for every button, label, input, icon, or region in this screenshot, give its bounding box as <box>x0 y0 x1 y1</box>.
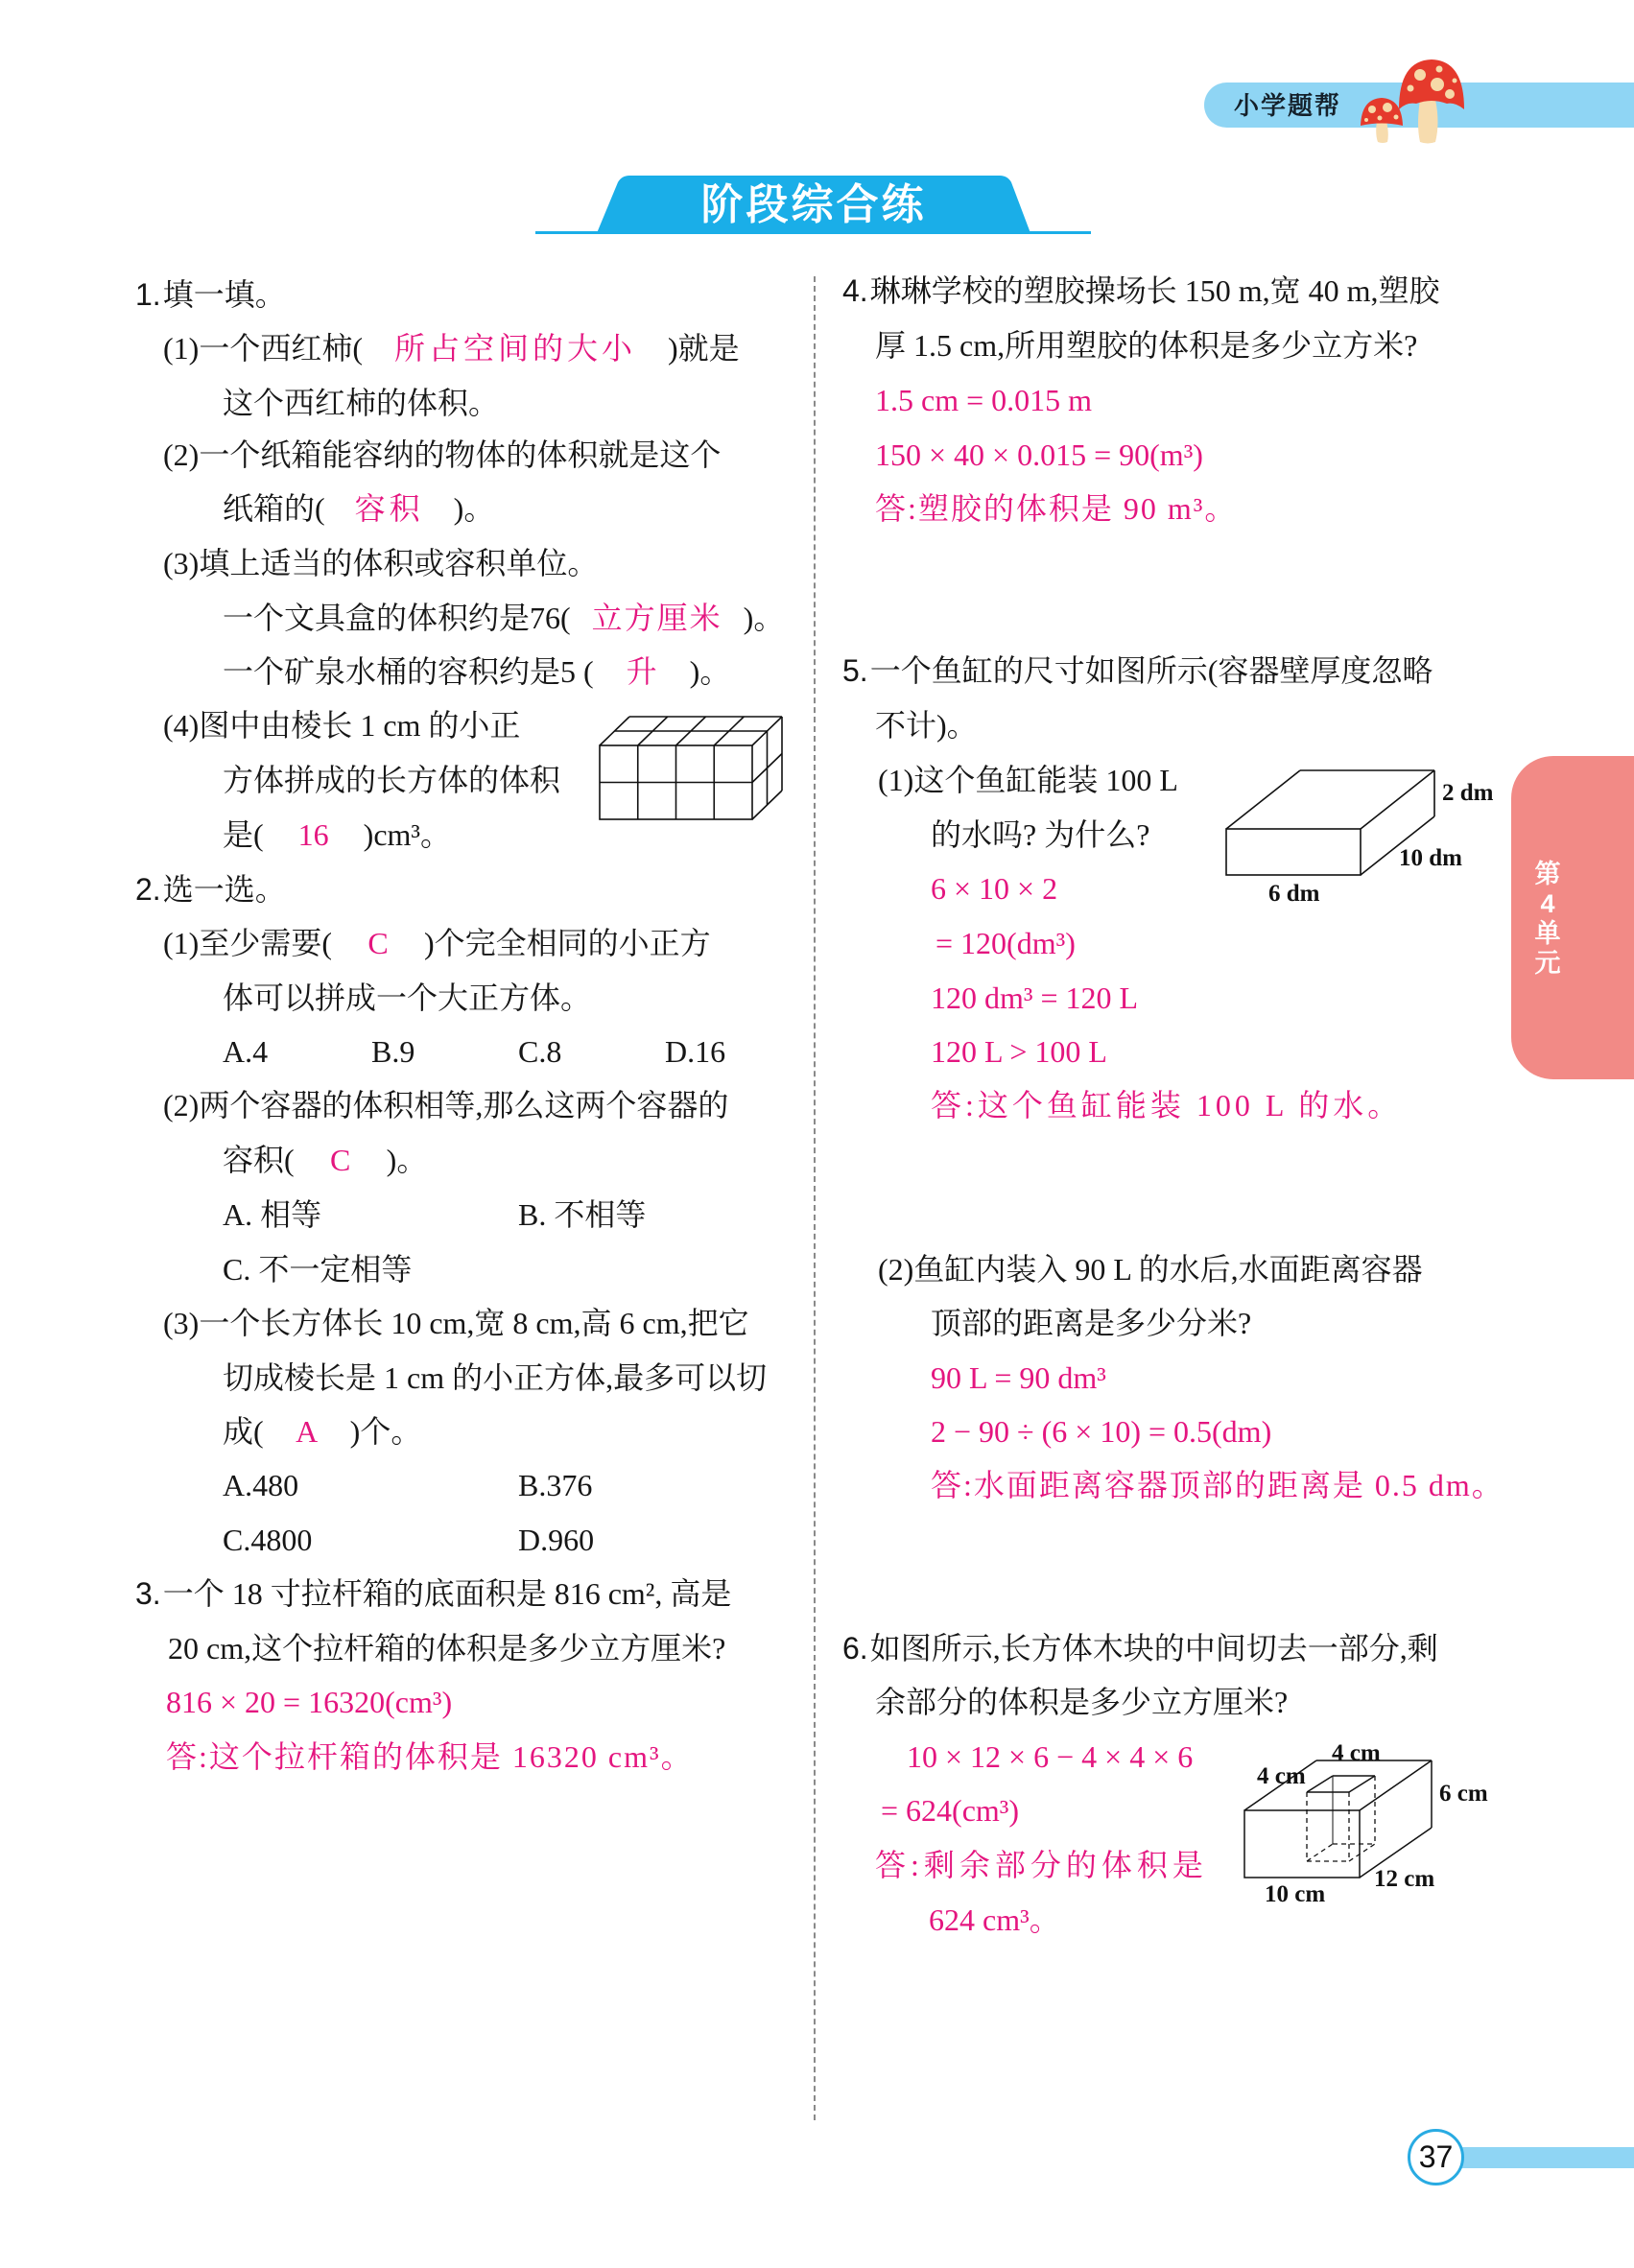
q3-line1 <box>135 1574 731 1613</box>
option-b: B.9 <box>371 1034 415 1069</box>
q1-part4-line3 <box>223 815 451 854</box>
option-c: C.8 <box>518 1034 562 1069</box>
option-c: C.4800 <box>223 1523 313 1557</box>
question-title: 填一填。 <box>162 277 286 312</box>
page-title: 阶段综合练 <box>700 181 927 228</box>
tank-length-label: 6 dm <box>1268 881 1320 907</box>
question-text: 至少需要( <box>199 926 332 960</box>
unit-cube-cuboid-figure <box>595 710 787 825</box>
q5-part2-answer: 答:水面距离容器顶部的距离是 0.5 dm。 <box>931 1468 1504 1502</box>
unit-tab-char: 4 <box>1540 889 1555 918</box>
q4-line1 <box>842 272 1439 310</box>
block-width-label: 12 cm <box>1374 1866 1435 1892</box>
q5-part1-solution-step3: 120 dm³ = 120 L <box>931 980 1139 1015</box>
question-number: 3. <box>135 1576 161 1611</box>
question-text: )。 <box>453 491 495 526</box>
option-a: A.480 <box>223 1468 299 1502</box>
question-number: 1. <box>135 277 161 312</box>
q6-line2: 余部分的体积是多少立方厘米? <box>875 1685 1289 1719</box>
question-text: )就是 <box>667 331 740 366</box>
q2-heading <box>135 870 286 909</box>
option-a: A. 相等 <box>223 1197 322 1232</box>
answer-blank: 所占空间的大小 <box>393 331 636 366</box>
question-text: 一个鱼缸的尺寸如图所示(容器壁厚度忽略 <box>869 653 1433 688</box>
question-text: )。 <box>386 1143 428 1177</box>
question-text: )。 <box>689 654 731 689</box>
question-text: 填上适当的体积或容积单位。 <box>199 546 599 580</box>
question-text: 一个文具盒的体积约是76( <box>223 601 571 635</box>
page-number-bar <box>1458 2147 1634 2168</box>
block-length-label: 10 cm <box>1265 1881 1326 1907</box>
question-text: 成( <box>223 1414 264 1449</box>
q5-part1-solution-step2: = 120(dm³) <box>935 926 1076 960</box>
q2-part2-line2 <box>223 1141 427 1179</box>
part-label: (3) <box>163 546 200 580</box>
question-text: 琳琳学校的塑胶操场长 150 m,宽 40 m,塑胶 <box>869 273 1440 308</box>
option-c: C. 不一定相等 <box>223 1252 413 1287</box>
q5-part2-line2: 顶部的距离是多少分米? <box>931 1306 1252 1340</box>
part-label: (2) <box>878 1252 914 1287</box>
question-text: )个。 <box>349 1414 422 1449</box>
question-text: 一个矿泉水桶的容积约是5 ( <box>223 654 594 689</box>
answer-blank: 立方厘米 <box>591 601 722 635</box>
answer-blank: C <box>330 1143 351 1177</box>
question-text: 一个 18 寸拉杆箱的底面积是 816 cm², 高是 <box>162 1576 732 1611</box>
q3-solution: 816 × 20 = 16320(cm³) <box>166 1685 453 1719</box>
q1-part4-line1 <box>163 706 520 744</box>
question-text: 是( <box>223 817 264 852</box>
q6-line1 <box>842 1629 1438 1667</box>
q6-solution-step1: 10 × 12 × 6 − 4 × 4 × 6 <box>907 1739 1194 1774</box>
option-d: D.960 <box>518 1523 595 1557</box>
question-text: 这个鱼缸能装 100 L <box>913 763 1178 797</box>
q3-answer: 答:这个拉杆箱的体积是 16320 cm³。 <box>166 1739 694 1774</box>
q2-part1-line2: 体可以拼成一个大正方体。 <box>223 980 592 1015</box>
q5-part1-line1 <box>878 761 1178 799</box>
q3-line2: 20 cm,这个拉杆箱的体积是多少立方厘米? <box>168 1631 726 1666</box>
question-number: 4. <box>842 273 868 308</box>
q1-part3-item1 <box>223 599 784 637</box>
answer-blank: 16 <box>297 817 329 852</box>
q6-solution-step2: = 624(cm³) <box>881 1793 1020 1828</box>
option-b: B. 不相等 <box>518 1197 647 1232</box>
large-mushroom-icon <box>1397 58 1466 144</box>
unit-tab <box>1511 756 1634 1079</box>
question-text: 容积( <box>223 1143 295 1177</box>
q5-line1 <box>842 651 1433 690</box>
q1-part3-item2 <box>223 652 730 691</box>
question-title: 选一选。 <box>162 872 286 907</box>
part-label: (1) <box>163 926 200 960</box>
question-text: 图中由棱长 1 cm 的小正 <box>199 708 521 743</box>
tank-height-label: 2 dm <box>1442 780 1494 806</box>
question-text: 一个西红柿( <box>199 331 363 366</box>
question-text: 两个容器的体积相等,那么这两个容器的 <box>199 1088 729 1122</box>
option-a: A.4 <box>223 1034 269 1069</box>
question-text: )cm³。 <box>363 817 452 852</box>
q1-part1-line1 <box>163 329 740 367</box>
q1-part2-line1 <box>163 436 721 474</box>
part-label: (3) <box>163 1306 200 1340</box>
cut-width-label: 4 cm <box>1332 1740 1381 1766</box>
question-text: 一个长方体长 10 cm,宽 8 cm,高 6 cm,把它 <box>199 1306 749 1340</box>
unit-tab-char: 单 <box>1534 919 1561 948</box>
q4-answer: 答:塑胶的体积是 90 m³。 <box>875 491 1238 526</box>
cut-depth-label: 4 cm <box>1257 1763 1306 1789</box>
question-number: 2. <box>135 872 161 907</box>
q2-part3-line2: 切成棱长是 1 cm 的小正方体,最多可以切 <box>223 1360 768 1395</box>
option-d: D.16 <box>665 1034 726 1069</box>
q1-part3-line1 <box>163 544 598 582</box>
part-label: (4) <box>163 708 200 743</box>
question-text: 鱼缸内装入 90 L 的水后,水面距离容器 <box>913 1252 1423 1287</box>
q4-solution-step2: 150 × 40 × 0.015 = 90(m³) <box>875 437 1203 472</box>
block-height-label: 6 cm <box>1439 1781 1488 1807</box>
question-text: )。 <box>743 601 785 635</box>
part-label: (2) <box>163 437 200 472</box>
option-b: B.376 <box>518 1468 593 1502</box>
unit-tab-char: 元 <box>1534 949 1561 978</box>
q5-part1-answer: 答:这个鱼缸能装 100 L 的水。 <box>931 1088 1403 1122</box>
brand-label: 小学题帮 <box>1234 91 1342 120</box>
answer-blank: A <box>296 1414 319 1449</box>
q1-heading <box>135 275 286 314</box>
page-number: 37 <box>1408 2129 1464 2185</box>
q6-answer-line1: 答:剩余部分的体积是 <box>875 1848 1208 1882</box>
answer-blank: C <box>367 926 389 960</box>
question-text: 一个纸箱能容纳的物体的体积就是这个 <box>199 437 722 472</box>
question-text: )个完全相同的小正方 <box>423 926 711 960</box>
q2-part3-line1 <box>163 1304 749 1342</box>
column-divider <box>814 276 816 2120</box>
question-number: 6. <box>842 1631 868 1666</box>
q2-part3-line3 <box>223 1412 421 1451</box>
unit-tab-label <box>1531 860 1564 979</box>
q1-part2-line2 <box>223 489 494 528</box>
part-label: (2) <box>163 1088 200 1122</box>
q1-part1-line2: 这个西红柿的体积。 <box>223 386 500 420</box>
q4-solution-step1: 1.5 cm = 0.015 m <box>875 383 1093 417</box>
answer-blank: 容积 <box>354 491 424 526</box>
answer-blank: 升 <box>626 654 657 689</box>
q2-part2-line1 <box>163 1086 728 1124</box>
part-label: (1) <box>163 331 200 366</box>
q4-line2: 厚 1.5 cm,所用塑胶的体积是多少立方米? <box>875 328 1418 363</box>
question-number: 5. <box>842 653 868 688</box>
q2-part1-line1 <box>163 924 711 962</box>
unit-tab-char: 第 <box>1534 860 1561 888</box>
q5-part1-solution-step1: 6 × 10 × 2 <box>931 871 1058 906</box>
q6-answer-line2: 624 cm³。 <box>929 1902 1060 1937</box>
part-label: (1) <box>878 763 914 797</box>
q1-part4-line2: 方体拼成的长方体的体积 <box>223 763 561 797</box>
question-text: 纸箱的( <box>223 491 325 526</box>
q5-part2-solution-step1: 90 L = 90 dm³ <box>931 1360 1106 1395</box>
q5-part2-solution-step2: 2 − 90 ÷ (6 × 10) = 0.5(dm) <box>931 1414 1272 1449</box>
question-text: 如图所示,长方体木块的中间切去一部分,剩 <box>869 1631 1438 1666</box>
q5-line2: 不计)。 <box>875 708 978 743</box>
q5-part2-line1 <box>878 1250 1423 1288</box>
q5-part1-solution-step4: 120 L > 100 L <box>931 1034 1107 1069</box>
q5-part1-line2: 的水吗? 为什么? <box>931 817 1150 852</box>
tank-width-label: 10 dm <box>1399 845 1462 871</box>
